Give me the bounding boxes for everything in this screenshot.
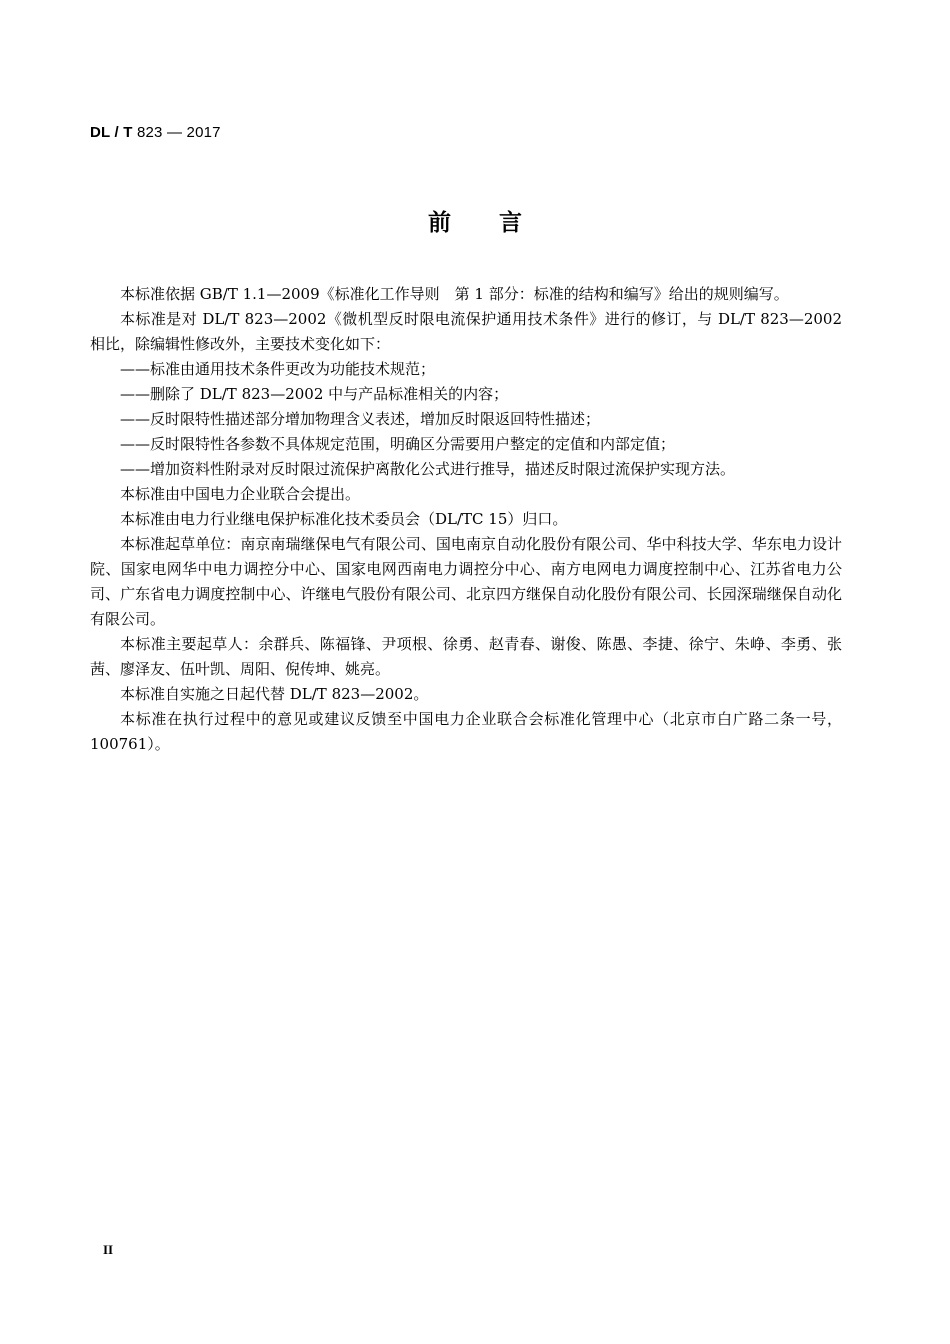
paragraph-drafters: 本标准主要起草人：余群兵、陈福锋、尹项根、徐勇、赵青春、谢俊、陈愚、李捷、徐宁、朱峥、李勇、张茜、廖泽友、伍叶凯、周阳、倪传坤、姚亮。 (90, 635, 842, 678)
change-item: ——反时限特性各参数不具体规定范围，明确区分需要用户整定的定值和内部定值； (120, 435, 676, 453)
page-title: 前言 (428, 210, 570, 236)
paragraph-committee: 本标准由电力行业继电保护标准化技术委员会（DL/TC 15）归口。 (120, 510, 568, 528)
change-item: ——增加资料性附录对反时限过流保护离散化公式进行推导，描述反时限过流保护实现方法。 (120, 460, 736, 478)
paragraph-revision: 本标准是对 DL/T 823—2002《微机型反时限电流保护通用技术条件》进行的修订，与 DL/T 823—2002 相比，除编辑性修改外，主要技术变化如下： (90, 310, 842, 353)
paragraph-proposer: 本标准由中国电力企业联合会提出。 (120, 485, 361, 503)
change-item: ——删除了 DL/T 823—2002 中与产品标准相关的内容； (120, 385, 509, 403)
paragraph-basis: 本标准依据 GB/T 1.1—2009《标准化工作导则 第 1 部分：标准的结构和编写》给出的规则编写。 (120, 285, 789, 303)
paragraph-drafting-units: 本标准起草单位：南京南瑞继保电气有限公司、国电南京自动化股份有限公司、华中科技大学、华东电力设计院、国家电网华中电力调控分中心、国家电网西南电力调控分中心、南方电网电力调度控制中心、江苏省电力公司、广东省电力调度控制中心、许继电气股份有限公司、北京四方继保自动化股份有限公司、长园深瑞继保自动化有限公司。 (90, 535, 842, 628)
change-item: ——反时限特性描述部分增加物理含义表述，增加反时限返回特性描述； (120, 410, 601, 428)
change-item: ——标准由通用技术条件更改为功能技术规范； (120, 360, 436, 378)
paragraph-feedback: 本标准在执行过程中的意见或建议反馈至中国电力企业联合会标准化管理中心（北京市白广路二条一号，100761）。 (90, 710, 842, 753)
standard-number: 823 — 2017 (132, 124, 221, 141)
standard-prefix: DL / T (90, 124, 133, 141)
standard-code (90, 124, 221, 141)
foreword-body (90, 282, 842, 757)
paragraph-replacement: 本标准自实施之日起代替 DL/T 823—2002。 (120, 685, 429, 703)
page-number: II (103, 1242, 114, 1257)
